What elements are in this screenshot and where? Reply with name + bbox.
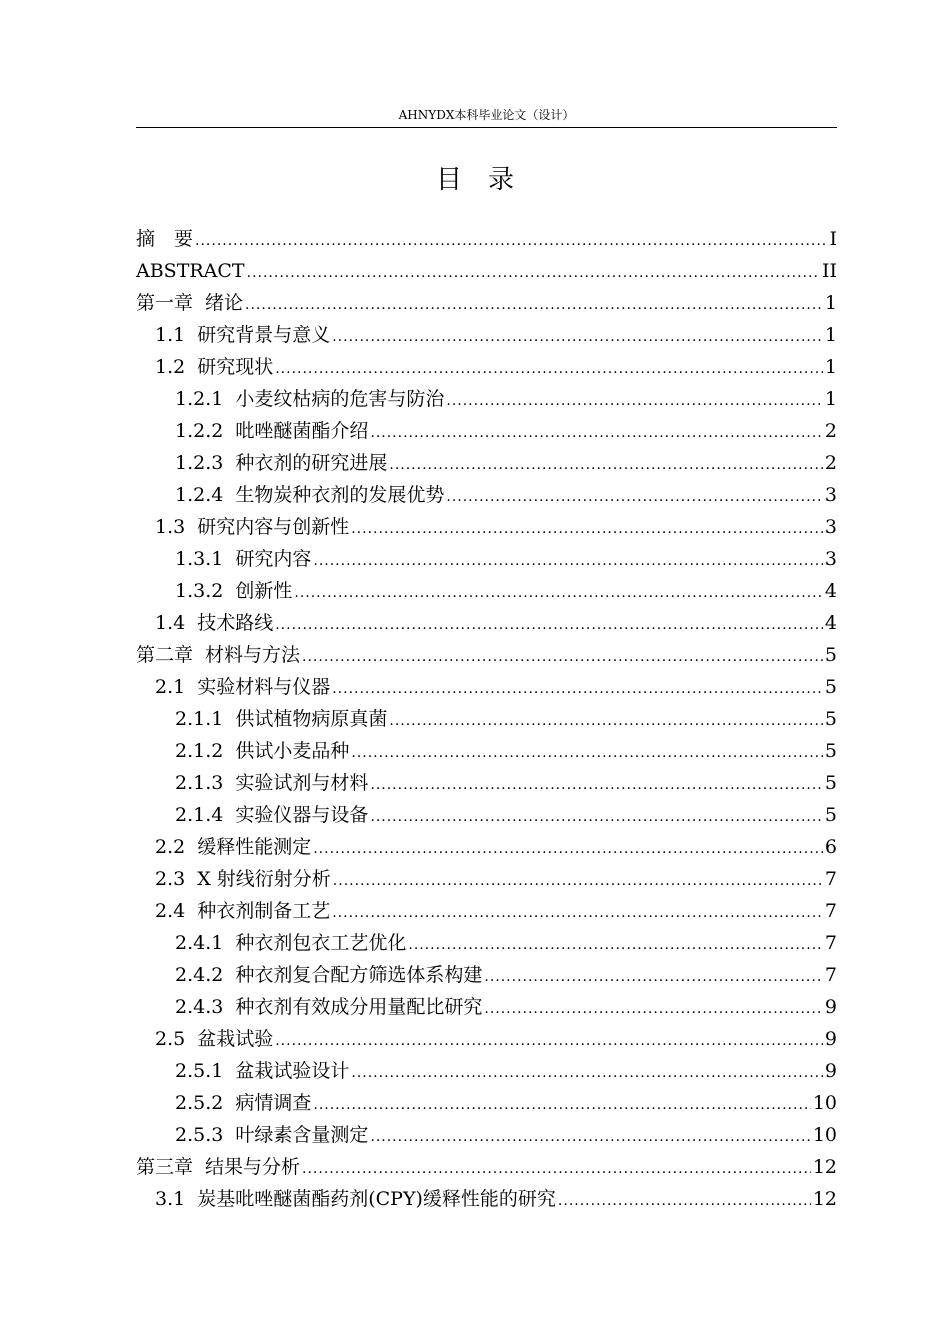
toc-entry-title: 病情调查 [235, 1092, 312, 1114]
toc-entry-number: 2.5.2 [175, 1092, 224, 1114]
toc-entry-number: 2.1.1 [175, 708, 224, 730]
toc-entry[interactable] [136, 1183, 837, 1215]
toc-entry-page: 10 [812, 1092, 837, 1114]
toc-entry-number: 1.3.2 [175, 580, 224, 602]
toc-entry[interactable] [136, 895, 837, 927]
toc-entry[interactable] [136, 223, 837, 255]
toc-entry-number: 第一章 [136, 292, 194, 314]
toc-entry[interactable] [136, 319, 837, 351]
toc-entry[interactable] [136, 799, 837, 831]
toc-entry-title: 种衣剂包衣工艺优化 [235, 932, 407, 954]
toc-entry[interactable] [136, 735, 837, 767]
toc-entry-page: 4 [824, 612, 837, 634]
toc-entry-page: 5 [824, 708, 837, 730]
toc-entry-title: ABSTRACT [136, 260, 245, 282]
toc-entry-title: 实验试剂与材料 [235, 772, 369, 794]
dot-leader [333, 867, 823, 895]
toc-entry-title: 缓释性能测定 [197, 836, 312, 858]
toc-entry[interactable] [136, 287, 837, 319]
toc-entry-title: 材料与方法 [205, 644, 301, 666]
toc-entry-number: 2.1.2 [175, 740, 224, 762]
toc-entry-number: 1.4 [155, 612, 186, 634]
toc-entry[interactable] [136, 543, 837, 575]
toc-entry-title: 炭基吡唑醚菌酯药剂(CPY)缓释性能的研究 [197, 1188, 556, 1210]
toc-entry-title: 研究内容 [235, 548, 312, 570]
toc-entry[interactable] [136, 863, 837, 895]
toc-entry[interactable] [136, 447, 837, 479]
toc-entry[interactable] [136, 511, 837, 543]
dot-leader [294, 579, 823, 607]
toc-entry-page: 1 [824, 388, 837, 410]
toc-entry[interactable] [136, 671, 837, 703]
toc-entry-number: 2.1.3 [175, 772, 224, 794]
running-header: AHNYDX本科毕业论文（设计） [136, 106, 837, 128]
toc-entry-title: 小麦纹枯病的危害与防治 [235, 388, 445, 410]
page-title-part1: 目 [435, 165, 462, 195]
toc-entry[interactable] [136, 1087, 837, 1119]
toc-entry-number: 1.2 [155, 356, 186, 378]
toc-entry[interactable] [136, 255, 837, 287]
toc-entry-number: 2.3 [155, 868, 186, 890]
toc-entry-title: 种衣剂复合配方筛选体系构建 [235, 964, 483, 986]
toc-entry[interactable] [136, 479, 837, 511]
toc-entry[interactable] [136, 959, 837, 991]
toc-entry-number: 2.2 [155, 836, 186, 858]
toc-entry-title: 研究现状 [197, 356, 274, 378]
dot-leader [302, 1155, 811, 1183]
toc-entry[interactable] [136, 639, 837, 671]
toc-entry-title: 盆栽试验 [197, 1028, 274, 1050]
dot-leader [313, 547, 823, 575]
toc-entry-title: 研究背景与意义 [197, 324, 331, 346]
dot-leader [332, 899, 823, 927]
dot-leader [275, 1027, 823, 1055]
toc-entry-number: 1.1 [155, 324, 186, 346]
toc-entry-page: 10 [812, 1124, 837, 1146]
toc-entry[interactable] [136, 927, 837, 959]
toc-entry-number: 第三章 [136, 1156, 194, 1178]
toc-entry-page: 5 [824, 804, 837, 826]
toc-entry-number: 2.1 [155, 676, 186, 698]
toc-entry[interactable] [136, 703, 837, 735]
toc-entry[interactable] [136, 351, 837, 383]
toc-entry-number: 2.5.1 [175, 1060, 224, 1082]
toc-entry-title: 结果与分析 [205, 1156, 301, 1178]
toc-entry-number: 2.4.2 [175, 964, 224, 986]
toc-entry-page: 5 [824, 676, 837, 698]
dot-leader [275, 355, 823, 383]
toc-entry[interactable] [136, 1055, 837, 1087]
toc-entry[interactable] [136, 575, 837, 607]
toc-entry-number: 3.1 [155, 1188, 186, 1210]
toc-entry-title: 实验仪器与设备 [235, 804, 369, 826]
dot-leader [389, 707, 823, 735]
toc-entry[interactable] [136, 1023, 837, 1055]
dot-leader [446, 483, 823, 511]
toc-entry-number: 1.2.2 [175, 420, 224, 442]
dot-leader [370, 803, 823, 831]
toc-entry-number: 1.3 [155, 516, 186, 538]
toc-entry-page: 7 [824, 900, 837, 922]
toc-entry-title: 种衣剂的研究进展 [235, 452, 388, 474]
toc-entry-page: 9 [824, 1060, 837, 1082]
toc-entry-title: 供试小麦品种 [235, 740, 350, 762]
toc-entry-page: 9 [824, 1028, 837, 1050]
toc-entry-number: 2.5 [155, 1028, 186, 1050]
toc-entry-title: 摘 要 [136, 228, 194, 250]
dot-leader [245, 291, 823, 319]
toc-entry-title: 生物炭种衣剂的发展优势 [235, 484, 445, 506]
toc-entry[interactable] [136, 767, 837, 799]
toc-entry-number: 第二章 [136, 644, 194, 666]
toc-entry-number: 1.3.1 [175, 548, 224, 570]
dot-leader [370, 771, 823, 799]
toc-entry-page: 12 [812, 1188, 837, 1210]
toc-entry[interactable] [136, 607, 837, 639]
dot-leader [302, 643, 823, 671]
toc-entry-page: 1 [824, 356, 837, 378]
toc-entry-page: 5 [824, 740, 837, 762]
toc-entry-title: X 射线衍射分析 [197, 868, 331, 890]
toc-entry-page: 1 [824, 292, 837, 314]
toc-entry-page: 7 [824, 932, 837, 954]
toc-entry-page: 3 [824, 484, 837, 506]
dot-leader [558, 1187, 811, 1215]
toc-entry-title: 实验材料与仪器 [197, 676, 331, 698]
dot-leader [351, 739, 823, 767]
toc-entry-number: 2.4 [155, 900, 186, 922]
dot-leader [313, 1091, 810, 1119]
page-title [0, 160, 950, 200]
dot-leader [195, 227, 827, 255]
toc-entry-title: 吡唑醚菌酯介绍 [235, 420, 369, 442]
toc-entry-title: 绪论 [205, 292, 244, 314]
toc-entry-number: 1.2.4 [175, 484, 224, 506]
toc-entry-number: 2.4.1 [175, 932, 224, 954]
toc-entry[interactable] [136, 415, 837, 447]
toc-entry-number: 1.2.3 [175, 452, 224, 474]
toc-entry-number: 1.2.1 [175, 388, 224, 410]
toc-entry[interactable] [136, 1119, 837, 1151]
dot-leader [351, 515, 823, 543]
toc-entry-number: 2.4.3 [175, 996, 224, 1018]
dot-leader [370, 1123, 810, 1151]
toc-entry-page: 4 [824, 580, 837, 602]
toc-entry-number: 2.1.4 [175, 804, 224, 826]
dot-leader [332, 675, 823, 703]
dot-leader [389, 451, 823, 479]
dot-leader [484, 963, 823, 991]
toc-entry-title: 盆栽试验设计 [235, 1060, 350, 1082]
toc-entry[interactable] [136, 1151, 837, 1183]
toc-entry-page: II [821, 260, 837, 282]
table-of-contents [136, 223, 837, 1215]
toc-entry-number: 2.5.3 [175, 1124, 224, 1146]
toc-entry-page: 1 [824, 324, 837, 346]
toc-entry-title: 创新性 [235, 580, 293, 602]
page-title-part2: 录 [488, 165, 515, 195]
dot-leader [446, 387, 823, 415]
toc-entry-page: I [829, 228, 837, 250]
toc-entry-title: 叶绿素含量测定 [235, 1124, 369, 1146]
toc-entry[interactable] [136, 991, 837, 1023]
dot-leader [351, 1059, 823, 1087]
dot-leader [332, 323, 823, 351]
toc-entry-page: 6 [824, 836, 837, 858]
dot-leader [313, 835, 823, 863]
toc-entry-title: 种衣剂有效成分用量配比研究 [235, 996, 483, 1018]
toc-entry-title: 供试植物病原真菌 [235, 708, 388, 730]
dot-leader [408, 931, 823, 959]
toc-entry-title: 技术路线 [197, 612, 274, 634]
toc-entry-page: 5 [824, 772, 837, 794]
toc-entry-title: 种衣剂制备工艺 [197, 900, 331, 922]
toc-entry-page: 2 [824, 452, 837, 474]
toc-entry-page: 7 [824, 964, 837, 986]
toc-entry-page: 2 [824, 420, 837, 442]
toc-entry-page: 3 [824, 548, 837, 570]
dot-leader [370, 419, 823, 447]
toc-entry[interactable] [136, 831, 837, 863]
toc-entry[interactable] [136, 383, 837, 415]
toc-entry-page: 12 [812, 1156, 837, 1178]
dot-leader [484, 995, 823, 1023]
toc-entry-page: 7 [824, 868, 837, 890]
dot-leader [275, 611, 823, 639]
toc-entry-page: 9 [824, 996, 837, 1018]
toc-entry-page: 5 [824, 644, 837, 666]
dot-leader [247, 259, 820, 287]
toc-entry-title: 研究内容与创新性 [197, 516, 350, 538]
toc-entry-page: 3 [824, 516, 837, 538]
